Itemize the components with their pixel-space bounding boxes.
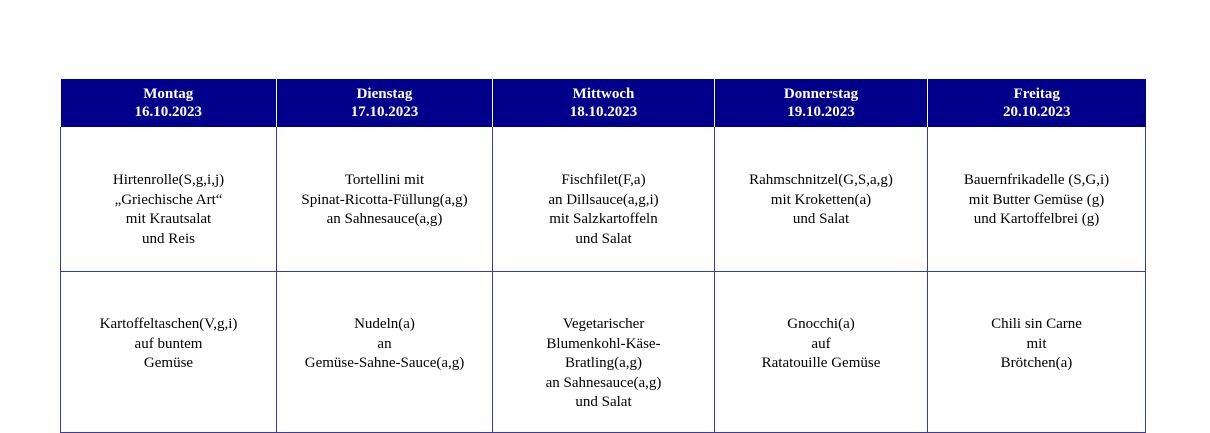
menu-row-1 [61, 127, 1146, 272]
dish-text: Chili sin Carne mit Brötchen(a) [991, 316, 1082, 371]
menu-cell-thursday-1 [715, 127, 928, 272]
day-name: Montag [143, 86, 194, 102]
dish-text: Nudeln(a) an Gemüse-Sahne-Sauce(a,g) [304, 316, 465, 371]
menu-cell-monday-1 [61, 127, 277, 272]
header-thursday [715, 79, 928, 127]
day-name: Dienstag [356, 86, 413, 102]
header-friday [928, 79, 1146, 127]
day-date: 19.10.2023 [787, 104, 855, 120]
day-date: 17.10.2023 [350, 104, 419, 120]
day-name: Mittwoch [572, 86, 635, 102]
weekly-menu-table [60, 79, 1146, 433]
menu-cell-thursday-2 [715, 272, 928, 433]
day-name: Donnerstag [783, 86, 859, 102]
header-wednesday [493, 79, 715, 127]
menu-cell-monday-2 [61, 272, 277, 433]
menu-cell-tuesday-2 [277, 272, 493, 433]
header-monday [61, 79, 277, 127]
menu-cell-wednesday-2 [493, 272, 715, 433]
menu-cell-wednesday-1 [493, 127, 715, 272]
header-tuesday [277, 79, 493, 127]
dish-text: Gnocchi(a) auf Ratatouille Gemüse [761, 316, 881, 371]
dish-text: Vegetarischer Blumenkohl-Käse- Bratling(a,g) an Sahnesauce(a,g) und Salat [545, 316, 662, 410]
dish-text: Fischfilet(F,a) an Dillsauce(a,g,i) mit Salzkartoffeln und Salat [548, 172, 659, 247]
menu-cell-friday-2 [928, 272, 1146, 433]
menu-cell-tuesday-1 [277, 127, 493, 272]
dish-text: Rahmschnitzel(G,S,a,g) mit Kroketten(a) und Salat [749, 172, 893, 227]
day-name: Freitag [1013, 86, 1060, 102]
dish-text: Kartoffeltaschen(V,g,i) auf buntem Gemüse [99, 316, 238, 371]
day-date: 18.10.2023 [569, 104, 638, 120]
day-date: 20.10.2023 [1003, 104, 1071, 120]
dish-text: Hirtenrolle(S,g,i,j) „Griechische Art“ mit Krautsalat und Reis [112, 172, 225, 247]
day-date: 16.10.2023 [134, 104, 202, 120]
menu-row-2 [61, 272, 1146, 433]
menu-cell-friday-1 [928, 127, 1146, 272]
header-row [61, 79, 1146, 127]
dish-text: Tortellini mit Spinat-Ricotta-Füllung(a,g) an Sahnesauce(a,g) [301, 172, 468, 227]
dish-text: Bauernfrikadelle (S,G,i) mit Butter Gemüse (g) und Kartoffelbrei (g) [963, 172, 1110, 227]
